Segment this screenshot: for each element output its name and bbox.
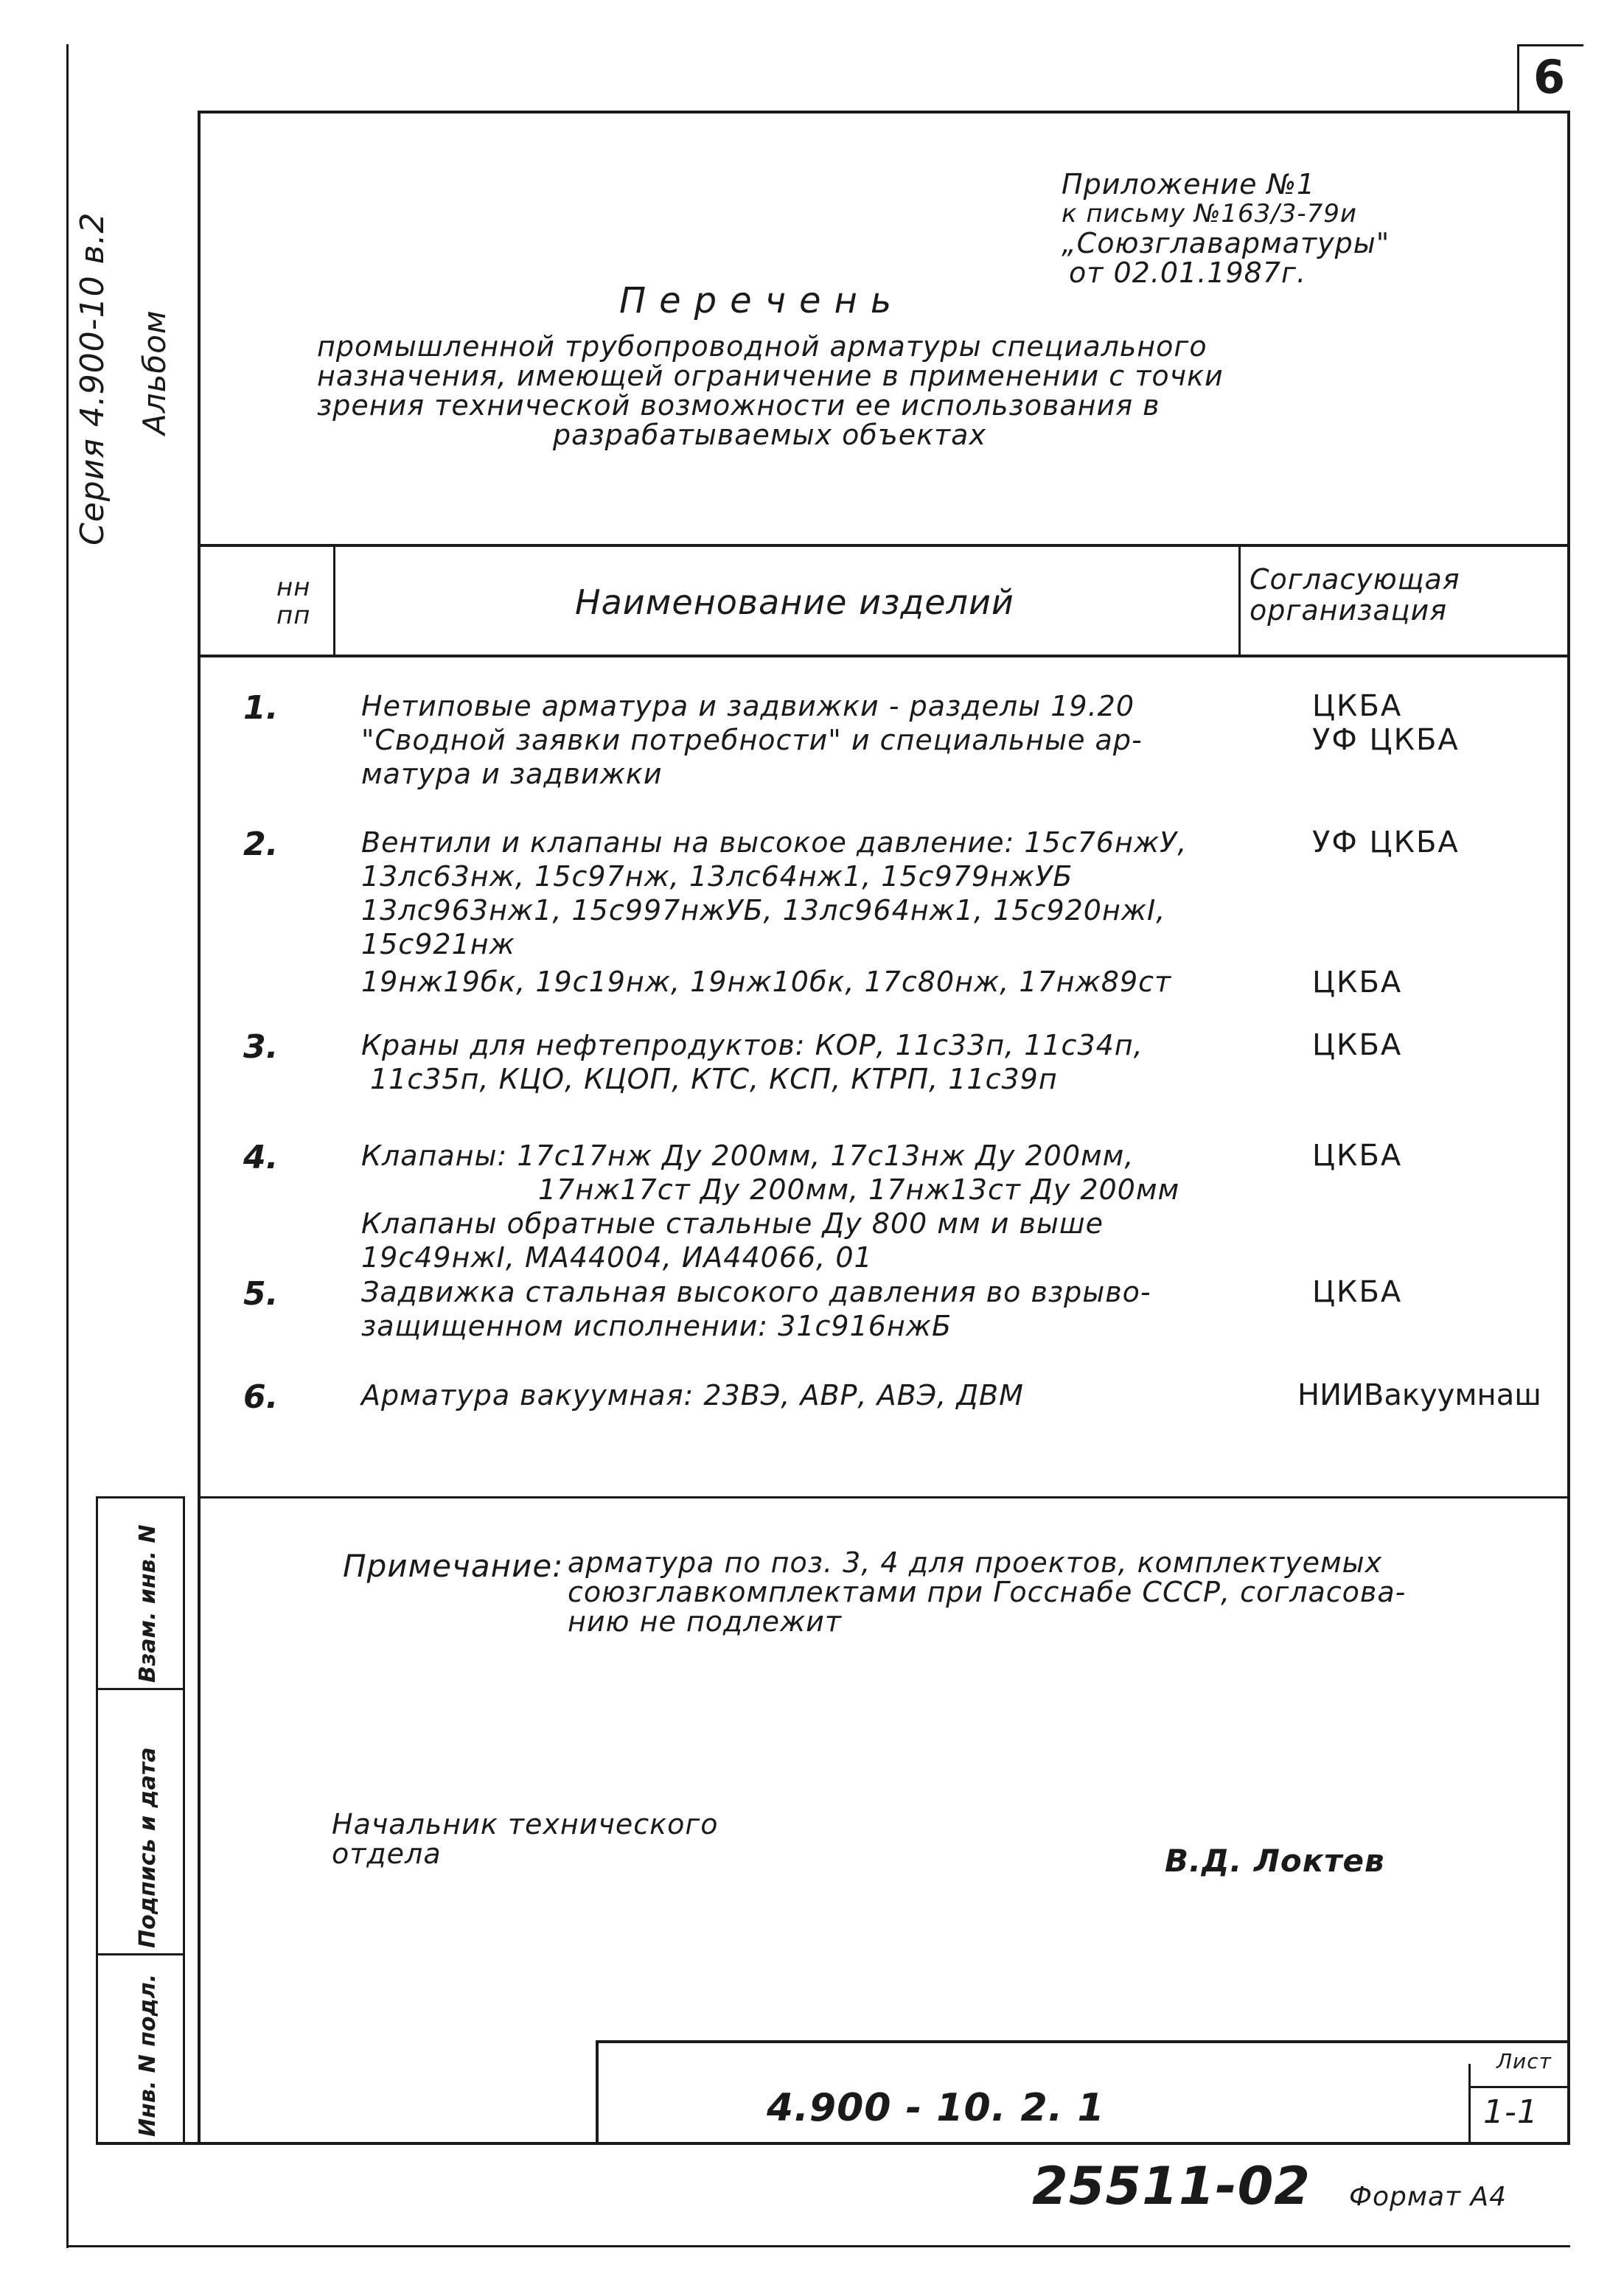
org-line: НИИВакуумнаш — [1297, 1378, 1541, 1412]
row-org — [1297, 1378, 1563, 1412]
note-label: Примечание: — [343, 1548, 564, 1584]
row-description — [361, 1139, 1290, 1274]
table-row — [243, 1028, 1570, 1109]
row-description — [361, 1028, 1290, 1096]
table-row — [243, 1378, 1570, 1423]
row-sub-org — [1312, 966, 1578, 999]
header-divider-2 — [1238, 545, 1241, 656]
row-org — [1312, 689, 1578, 757]
org-line: ЦКБА — [1312, 689, 1403, 723]
row-number: 3. — [243, 1028, 279, 1066]
row-line: Клапаны обратные стальные Ду 800 мм и выше — [361, 1207, 1104, 1240]
subtitle-line: зрения технической возможности ее использования в — [317, 389, 1160, 422]
album-label: Альбом — [136, 310, 172, 435]
header-divider-1 — [333, 545, 335, 656]
org-line: ЦКБА — [1312, 1028, 1403, 1062]
org-line: ЦКБА — [1312, 1139, 1403, 1173]
corner-box-left — [1517, 44, 1519, 112]
title-block-divider — [1468, 2064, 1471, 2143]
col-num-header-line: нн — [276, 573, 311, 602]
row-line: "Сводной заявки потребности" и специальные ар- — [361, 724, 1143, 756]
row-number: 1. — [243, 689, 279, 727]
row-line: 11с35п, КЦО, КЦОП, КТС, КСП, КТРП, 11с39п — [370, 1063, 1058, 1095]
title-block-sheet-line — [1470, 2086, 1569, 2088]
stamp-column-replace — [96, 1496, 184, 1690]
appendix-block — [1062, 170, 1390, 287]
row-line: Задвижка стальная высокого давления во взрыво- — [361, 1276, 1151, 1308]
sheet-label: Лист — [1496, 2049, 1552, 2073]
row-sub-line: 19нж19бк, 19с19нж, 19нж10бк, 17с80нж, 17нж89ст — [361, 966, 1172, 998]
document-title: Перечень — [619, 280, 905, 321]
note-line: союзглавкомплектами при Госснабе СССР, согласова- — [568, 1576, 1407, 1608]
subtitle-line: разрабатываемых объектах — [553, 419, 986, 451]
row-line: 19с49нжI, МА44004, ИА44066, 01 — [361, 1241, 873, 1274]
col-num-header-line: пп — [276, 601, 311, 630]
table-bottom-line — [199, 1496, 1570, 1498]
row-description — [361, 1275, 1290, 1343]
stamp-replace-text: Взам. инв. N — [135, 1524, 161, 1683]
row-org — [1312, 1139, 1578, 1173]
main-frame-right — [1567, 111, 1570, 2145]
table-row — [243, 1139, 1570, 1279]
table-row — [243, 826, 1570, 1010]
stamp-column-sign — [96, 1688, 184, 1955]
note-line: нию не подлежит — [568, 1605, 843, 1638]
row-line: 13лс963нж1, 15с997нжУБ, 13лс964нж1, 15с920нжI, — [361, 894, 1166, 927]
appendix-line: Приложение №1 — [1062, 168, 1316, 200]
col-org-header-line: Согласующая — [1250, 563, 1460, 596]
row-number: 4. — [243, 1139, 279, 1176]
col-name-header: Наименование изделий — [575, 582, 1014, 622]
series-label: Серия 4.900-10 в.2 — [74, 212, 111, 545]
appendix-line: от 02.01.1987г. — [1069, 257, 1307, 289]
row-number: 5. — [243, 1275, 279, 1313]
table-row — [243, 1275, 1570, 1349]
row-line: Вентили и клапаны на высокое давление: 15с76нжУ, — [361, 826, 1188, 859]
row-org — [1312, 1275, 1578, 1309]
stamp-sign-text: Подпись и дата — [135, 1747, 161, 1948]
col-org-header-line: организация — [1250, 594, 1448, 627]
subtitle-block — [317, 332, 1224, 450]
note-text — [568, 1548, 1406, 1636]
col-num-header — [276, 573, 310, 629]
org-line: УФ ЦКБА — [1312, 723, 1460, 757]
row-org — [1312, 826, 1578, 859]
outer-frame-bottom — [66, 2245, 1570, 2247]
row-org — [1312, 1028, 1578, 1062]
row-line: Нетиповые арматура и задвижки - разделы 19.20 — [361, 690, 1135, 722]
format-label: Формат А4 — [1349, 2182, 1508, 2212]
org-line: ЦКБА — [1312, 1275, 1403, 1309]
table-header-top-line — [199, 544, 1570, 547]
row-line: 17нж17ст Ду 200мм, 17нж13ст Ду 200мм — [538, 1173, 1180, 1206]
corner-box-top — [1517, 44, 1583, 46]
row-number: 2. — [243, 826, 279, 863]
org-line: УФ ЦКБА — [1312, 826, 1460, 859]
document-code: 4.900 - 10. 2. 1 — [767, 2086, 1105, 2130]
archive-number: 25511-02 — [1032, 2156, 1311, 2216]
signature-position-line: Начальник технического — [332, 1808, 719, 1840]
row-description — [361, 689, 1290, 791]
row-line: матура и задвижки — [361, 758, 663, 790]
row-line: 15с921нж — [361, 928, 515, 960]
subtitle-line: промышленной трубопроводной арматуры специального — [317, 330, 1207, 363]
row-line: Краны для нефтепродуктов: КОР, 11с33п, 11с34п, — [361, 1029, 1143, 1061]
main-frame-bottom — [96, 2142, 1570, 2145]
appendix-line: „Союзглавармaтуры" — [1062, 227, 1390, 259]
appendix-line: к письму №163/3-79и — [1062, 199, 1357, 228]
row-number: 6. — [243, 1378, 279, 1416]
title-block-left — [596, 2040, 599, 2143]
table-header-bottom-line — [199, 655, 1570, 657]
main-frame-left — [198, 111, 201, 2145]
signature-position — [332, 1810, 719, 1868]
subtitle-line: назначения, имеющей ограничение в применении с точки — [317, 360, 1224, 392]
row-line: Клапаны: 17с17нж Ду 200мм, 17с13нж Ду 200мм, — [361, 1140, 1135, 1172]
signature-name: В.Д. Локтев — [1165, 1843, 1385, 1879]
col-org-header — [1250, 564, 1460, 626]
note-line: арматура по поз. 3, 4 для проектов, комплектуемых — [568, 1546, 1383, 1579]
row-line: 13лс63нж, 15с97нж, 13лс64нж1, 15с979нжУБ — [361, 860, 1073, 893]
row-description — [361, 826, 1290, 961]
org-line: ЦКБА — [1312, 966, 1403, 999]
outer-frame-left — [66, 44, 69, 2248]
stamp-column-inv — [96, 1953, 184, 2144]
row-line: Арматура вакуумная: 23ВЭ, АВР, АВЭ, ДВМ — [361, 1379, 1024, 1412]
signature-position-line: отдела — [332, 1838, 442, 1870]
row-line: защищенном исполнении: 31с916нжБ — [361, 1310, 952, 1342]
sheet-number: 1-1 — [1483, 2093, 1538, 2131]
title-block-top — [597, 2040, 1570, 2043]
row-description — [361, 1378, 1290, 1412]
corner-sheet-number: 6 — [1533, 50, 1566, 104]
main-frame-top — [199, 111, 1570, 114]
stamp-inv-text: Инв. N подл. — [135, 1973, 161, 2137]
table-row — [243, 689, 1570, 807]
